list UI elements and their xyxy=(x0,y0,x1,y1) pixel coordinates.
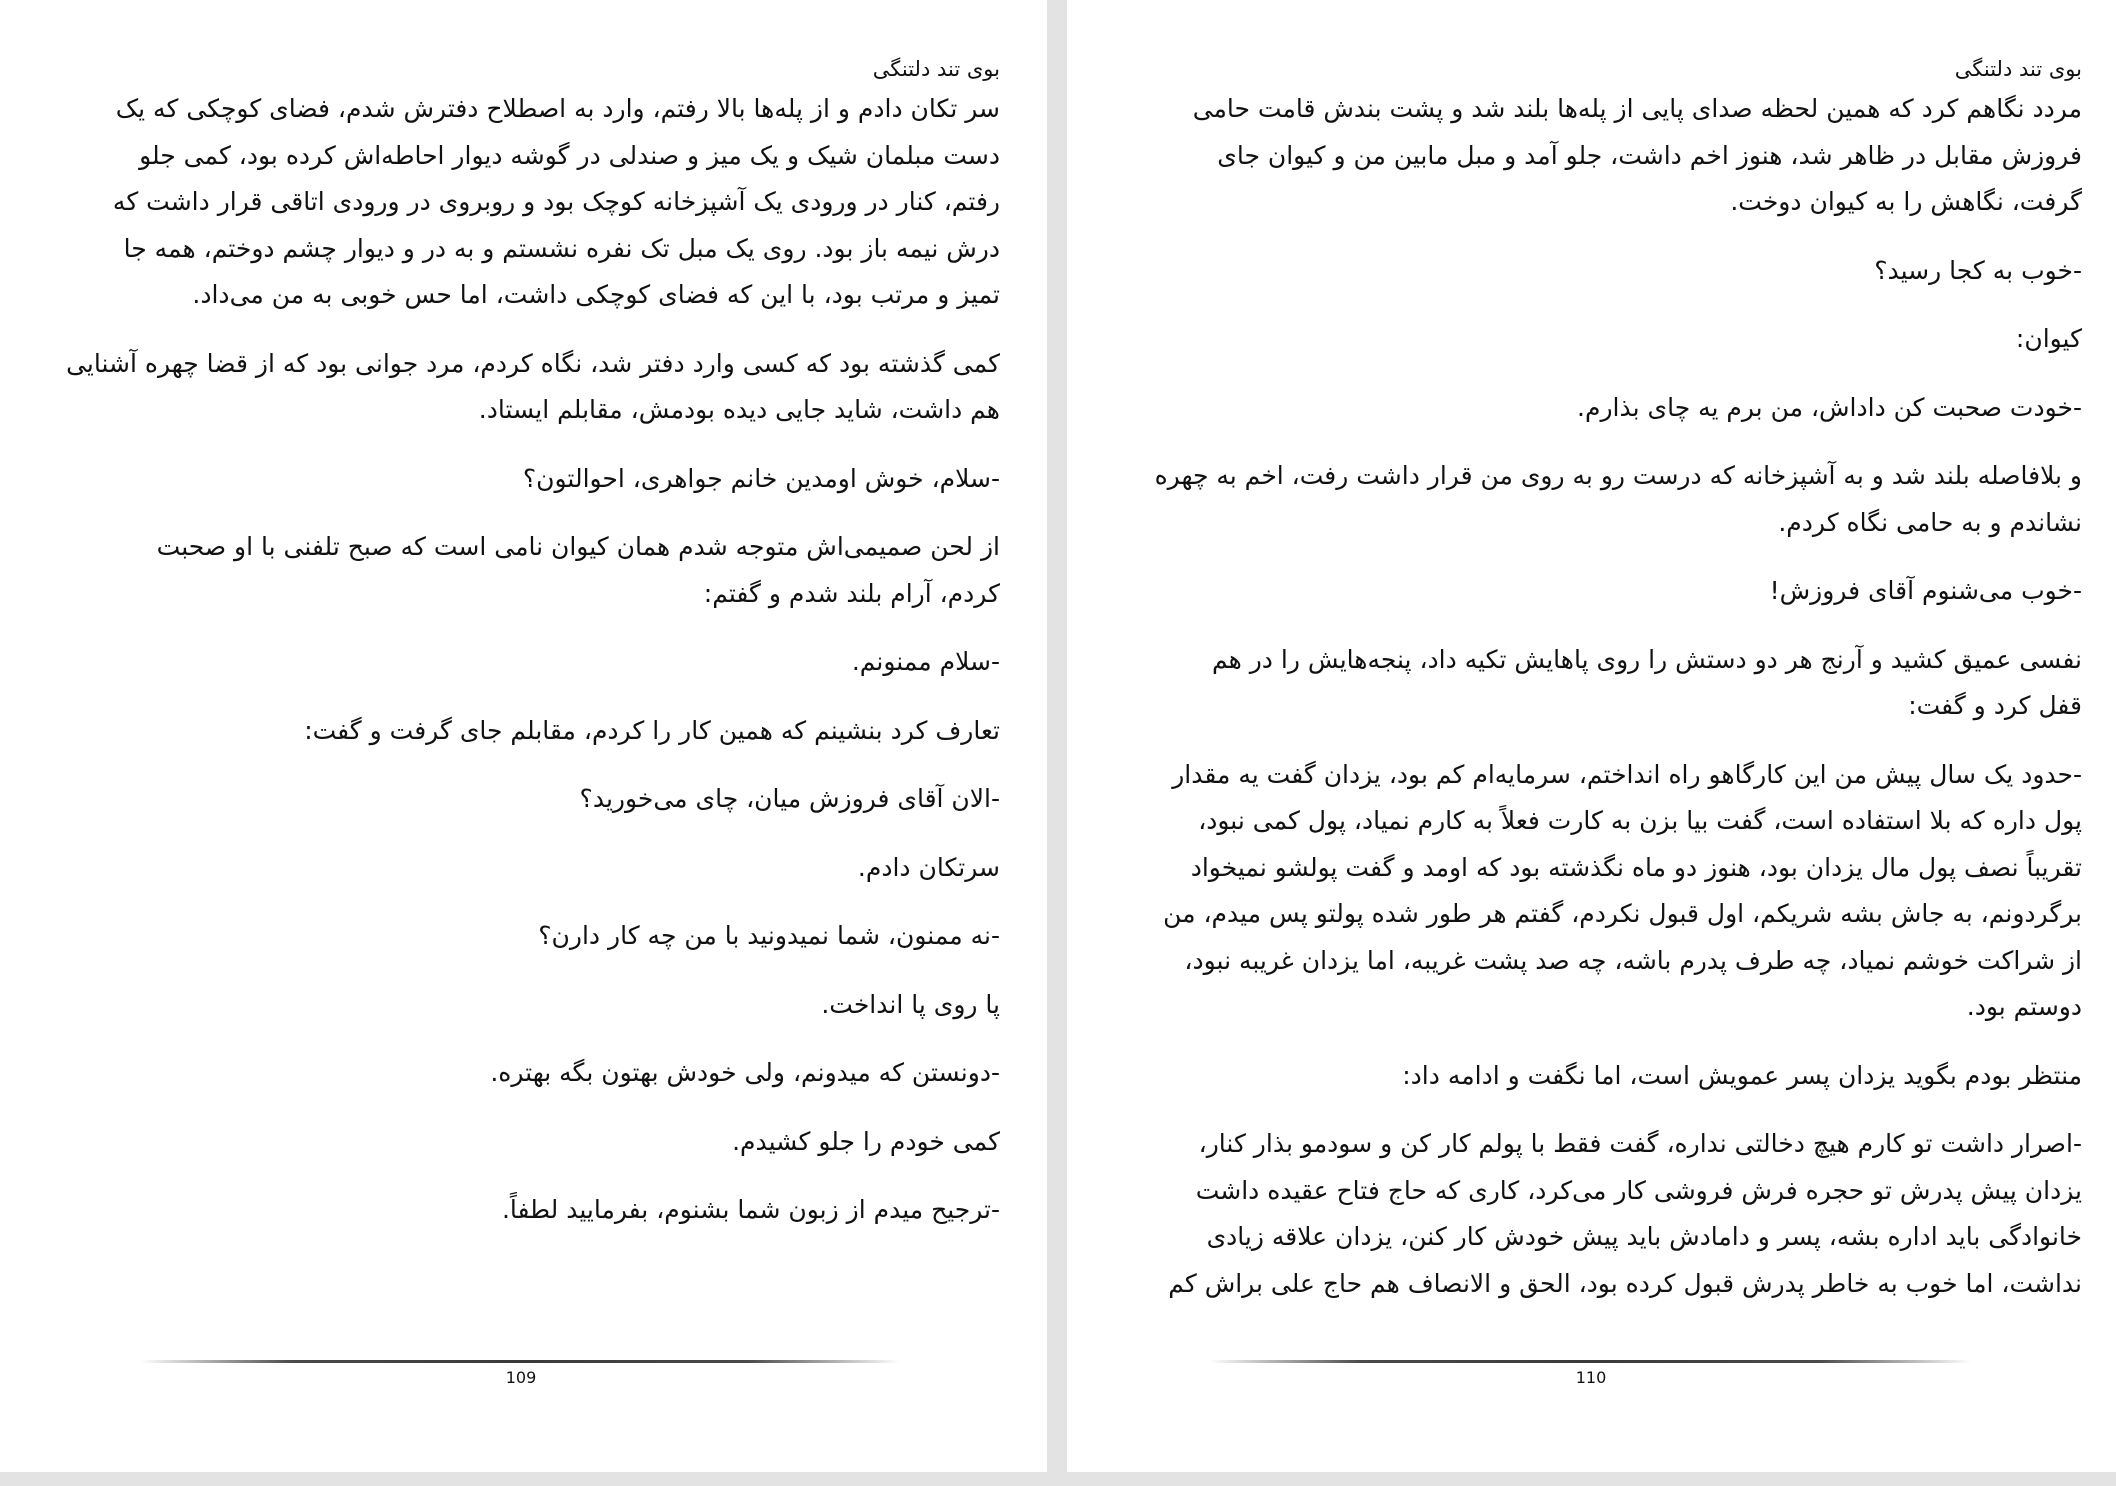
text-line: -دونستن که میدونم، ولی خودش بهتون بگه بهتره. xyxy=(490,1058,1000,1087)
paragraph xyxy=(50,456,1000,503)
paragraph xyxy=(1106,1121,2082,1307)
paragraph xyxy=(1106,752,2082,1031)
text-line: -ترجیح میدم از زبون شما بشنوم، بفرمایید لطفاً. xyxy=(501,1195,1000,1224)
text-line: مردد نگاهم کرد که همین لحظه صدای پایی از پله‌ها بلند شد و پشت بندش قامت حامی xyxy=(1192,94,2082,123)
text-line: خانوادگی باید اداره بشه، پسر و دامادش باید پیش خودش کار کنن، یزدان علاقه زیادی xyxy=(1206,1222,2082,1251)
text-line: -خوب به کجا رسید؟ xyxy=(1874,255,2082,285)
text-line: نشاندم و به حامی نگاه کردم. xyxy=(1778,507,2082,537)
text-line: -نه ممنون، شما نمیدونید با من چه کار دارن؟ xyxy=(538,921,1000,950)
footer-rule xyxy=(140,1360,900,1363)
running-head: بوی تند دلتنگی xyxy=(872,57,1000,81)
text-line: -سلام، خوش اومدین خانم جواهری، احوالتون؟ xyxy=(522,463,1000,493)
book-page-left xyxy=(0,0,1047,1472)
paragraph xyxy=(50,982,1000,1029)
paragraph xyxy=(1106,637,2082,730)
paragraph xyxy=(1106,385,2082,432)
text-line: گرفت، نگاهش را به کیوان دوخت. xyxy=(1730,187,2082,216)
paragraph xyxy=(50,1119,1000,1166)
paragraph xyxy=(50,639,1000,686)
text-line: رفتم، کنار در ورودی یک آشپزخانه کوچک بود و روبروی در ورودی اتاقی قرار داشت که xyxy=(112,187,1000,216)
paragraph xyxy=(50,708,1000,755)
page-number: 110 xyxy=(1575,1368,1607,1387)
paragraph xyxy=(1106,1053,2082,1100)
paragraph xyxy=(50,913,1000,960)
paragraph xyxy=(50,341,1000,434)
text-line: سرتکان دادم. xyxy=(857,852,1000,882)
text-line: درش نیمه باز بود. روی یک مبل تک نفره نشستم و به در و دیوار چشم دوختم، همه جا xyxy=(123,233,1000,263)
text-line: و بلافاصله بلند شد و به آشپزخانه که درست رو به روی من قرار داشت رفت، اخم به چهره xyxy=(1154,461,2082,490)
footer-rule xyxy=(1209,1360,1971,1363)
paragraph xyxy=(50,1187,1000,1234)
text-line: قفل کرد و گفت: xyxy=(1908,691,2082,720)
paragraph xyxy=(50,86,1000,319)
text-line: تمیز و مرتب بود، با این که فضای کوچکی داشت، اما حس خوبی به من می‌داد. xyxy=(192,280,1000,309)
paragraph xyxy=(1106,568,2082,615)
page-body-text xyxy=(50,86,1000,1256)
text-line: منتظر بودم بگوید یزدان پسر عمویش است، اما نگفت و ادامه داد: xyxy=(1402,1060,2082,1090)
text-line: دست مبلمان شیک و یک میز و صندلی در گوشه دیوار احاطه‌اش کرده بود، کمی جلو xyxy=(139,140,1000,170)
paragraph xyxy=(50,776,1000,823)
text-line: -خوب می‌شنوم آقای فروزش! xyxy=(1769,576,2082,605)
text-line: سر تکان دادم و از پله‌ها بالا رفتم، وارد به اصطلاح دفترش شدم، فضای کوچکی که یک xyxy=(115,94,1000,123)
text-line: -اصرار داشت تو کارم هیچ دخالتی نداره، گفت فقط با پولم کار کن و سودمو بذار کنار، xyxy=(1198,1129,2082,1158)
text-line: کیوان: xyxy=(2015,324,2082,353)
text-line: یزدان پیش پدرش تو حجره فرش فروشی کار می‌کرد، کاری که حاج فتاح عقیده داشت xyxy=(1195,1175,2082,1205)
text-line: کمی خودم را جلو کشیدم. xyxy=(732,1126,1000,1156)
text-line: نفسی عمیق کشید و آرنج هر دو دستش را روی پاهایش تکیه داد، پنجه‌هایش را در هم xyxy=(1211,644,2082,674)
text-line: فروزش مقابل در ظاهر شد، هنوز اخم داشت، جلو آمد و مبل مابین من و کیوان جای xyxy=(1217,140,2082,170)
text-line: تعارف کرد بنشینم که همین کار را کردم، مقابلم جای گرفت و گفت: xyxy=(304,715,1000,745)
text-line: کردم، آرام بلند شدم و گفتم: xyxy=(703,578,1000,608)
text-line: -حدود یک سال پیش من این کارگاهو راه انداختم، سرمایه‌ام کم بود، یزدان گفت یه مقدار xyxy=(1172,759,2082,789)
book-page-right xyxy=(1067,0,2116,1472)
text-line: -سلام ممنونم. xyxy=(851,647,1000,676)
running-head: بوی تند دلتنگی xyxy=(1954,57,2082,81)
paragraph xyxy=(50,1050,1000,1097)
text-line: هم داشت، شاید جایی دیده بودمش، مقابلم ایستاد. xyxy=(478,395,1000,424)
text-line: پول داره که بلا استفاده است، گفت بیا بزن به کارت فعلاً به کارم نمیاد، پول کمی نبود، xyxy=(1198,806,2082,835)
paragraph xyxy=(1106,86,2082,226)
text-line: -الان آقای فروزش میان، چای می‌خورید؟ xyxy=(579,784,1000,813)
text-line: از لحن صمیمی‌اش متوجه شدم همان کیوان نامی است که صبح تلفنی با او صحبت xyxy=(156,532,1000,561)
text-line: نداشت، اما خوب به خاطر پدرش قبول کرده بود، الحق و الانصاف هم حاج علی براش کم xyxy=(1168,1268,2082,1298)
paragraph xyxy=(1106,316,2082,363)
paragraph xyxy=(1106,453,2082,546)
text-line: تقریباً نصف پول مال یزدان بود، هنوز دو ماه نگذشته بود که اومد و گفت پولشو نمیخواد xyxy=(1190,852,2082,882)
text-line: برگردونم، به جاش بشه شریکم، اول قبول نکردم، گفتم هر طور شده پولتو پس میدم، من xyxy=(1163,899,2082,928)
text-line: -خودت صحبت کن داداش، من برم یه چای بذارم. xyxy=(1577,392,2082,422)
page-body-text xyxy=(1106,86,2082,1329)
text-line: دوستم بود. xyxy=(1966,992,2082,1021)
paragraph xyxy=(50,524,1000,617)
text-line: از شراکت خوشم نمیاد، چه طرف پدرم باشه، چه صد پشت غریبه، اما یزدان غریبه نبود، xyxy=(1184,945,2082,975)
paragraph xyxy=(50,845,1000,892)
page-number: 109 xyxy=(505,1368,537,1387)
paragraph xyxy=(1106,248,2082,295)
text-line: کمی گذشته بود که کسی وارد دفتر شد، نگاه کردم، مرد جوانی بود که از قضا چهره آشنایی xyxy=(66,348,1000,378)
text-line: پا روی پا انداخت. xyxy=(821,989,1000,1019)
